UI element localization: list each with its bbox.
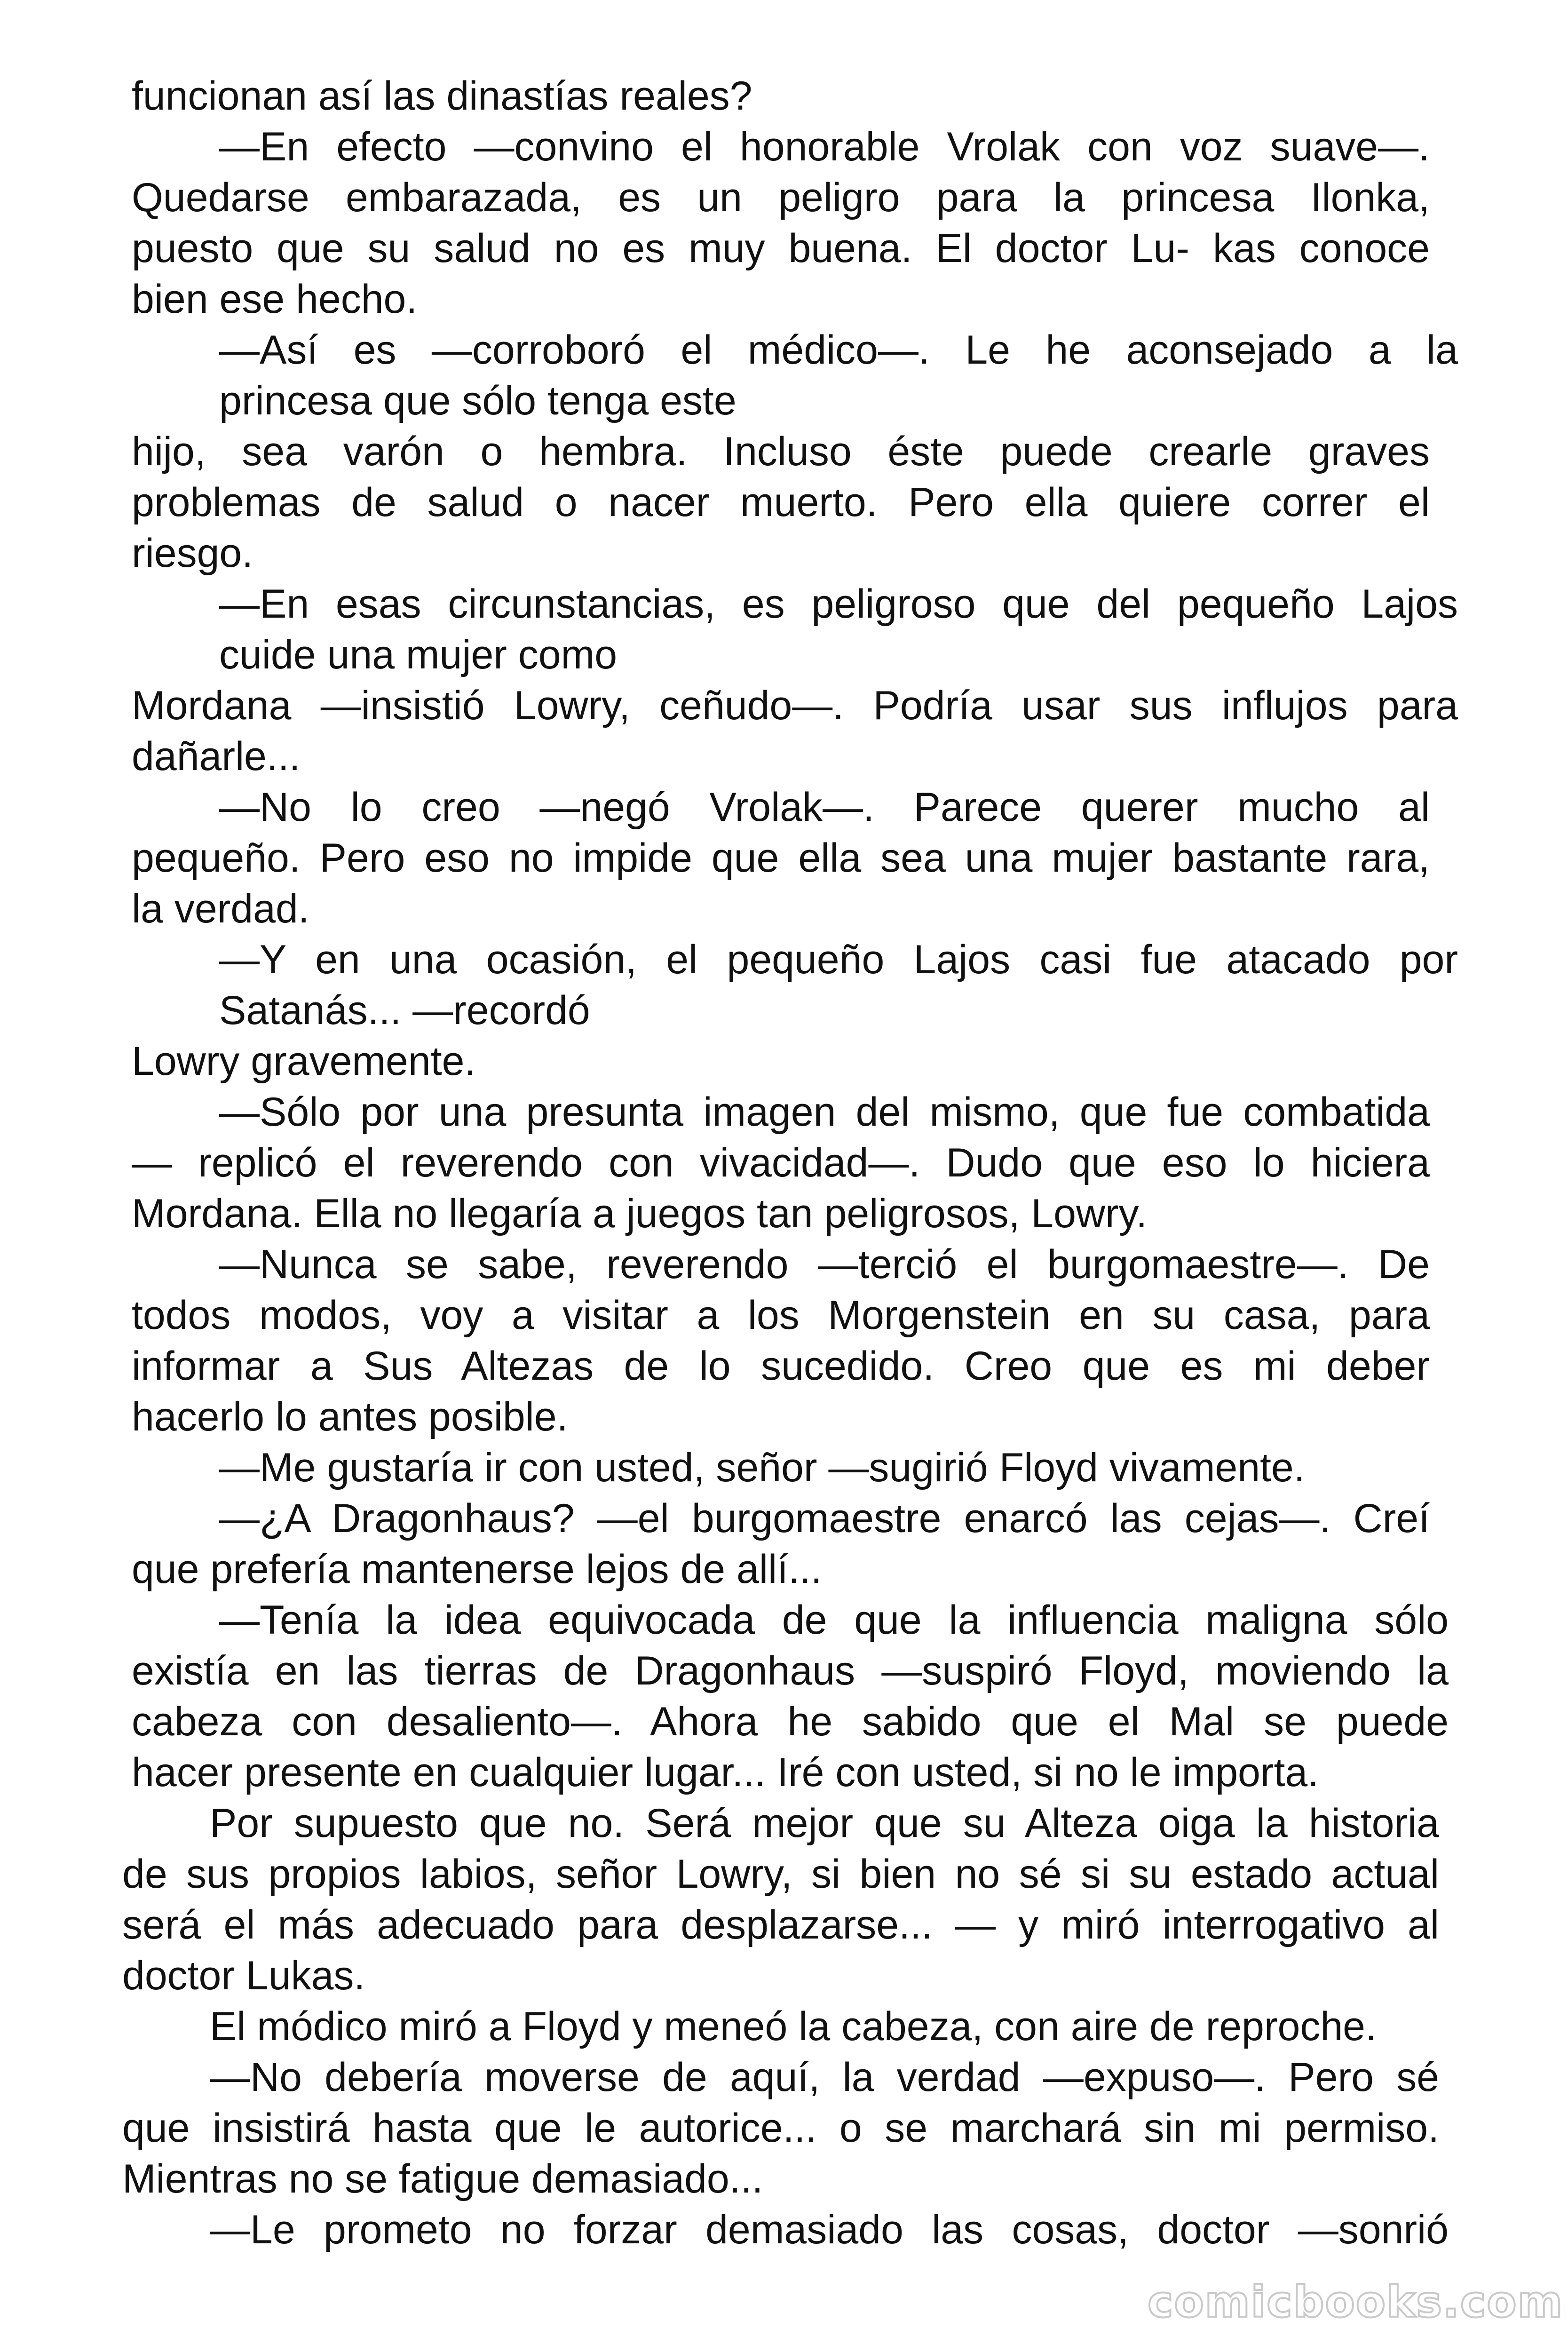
text-line: que prefería mantenerse lejos de allí... bbox=[132, 1547, 822, 1592]
document-page bbox=[122, 71, 1458, 2255]
text-line: existía en las tierras de Dragonhaus —suspiró Floyd, moviendo la bbox=[132, 1648, 1449, 1693]
text-line: hacer presente en cualquier lugar... Iré con usted, si no le importa. bbox=[132, 1750, 1319, 1795]
text-line: hacerlo lo antes posible. bbox=[132, 1394, 568, 1439]
text-line: —Sólo por una presunta imagen del mismo, que fue combatida bbox=[219, 1089, 1430, 1135]
text-line: doctor Lukas. bbox=[122, 1953, 365, 1998]
text-line: —En efecto —convino el honorable Vrolak con voz suave—. bbox=[219, 124, 1430, 169]
text-line: —¿A Dragonhaus? —el burgomaestre enarcó las cejas—. Creí bbox=[219, 1496, 1430, 1541]
text-line: —No debería moverse de aquí, la verdad —expuso—. Pero sé bbox=[210, 2055, 1439, 2100]
text-line: —Y en una ocasión, el pequeño Lajos casi fue atacado por bbox=[219, 937, 1458, 982]
text-line: cuide una mujer como bbox=[219, 632, 618, 677]
text-line: de sus propios labios, señor Lowry, si bien no sé si su estado actual bbox=[122, 1851, 1439, 1897]
text-line: princesa que sólo tenga este bbox=[219, 378, 736, 423]
text-line: Mordana. Ella no llegaría a juegos tan peligrosos, Lowry. bbox=[132, 1191, 1148, 1236]
text-line: —Tenía la idea equivocada de que la influencia maligna sólo bbox=[219, 1597, 1449, 1643]
text-line: que insistirá hasta que le autorice... o se marchará sin mi permiso. bbox=[122, 2106, 1439, 2151]
text-line: hijo, sea varón o hembra. Incluso éste puede crearle graves bbox=[132, 429, 1430, 474]
text-line: —No lo creo —negó Vrolak—. Parece querer mucho al bbox=[219, 785, 1430, 830]
text-line: informar a Sus Altezas de lo sucedido. Creo que es mi deber bbox=[132, 1343, 1430, 1389]
text-line: pequeño. Pero eso no impide que ella sea una mujer bastante rara, bbox=[132, 835, 1430, 881]
text-line: —Le prometo no forzar demasiado las cosas, doctor —sonrió bbox=[210, 2207, 1449, 2252]
text-line: Lowry gravemente. bbox=[132, 1039, 476, 1084]
text-line: bien ese hecho. bbox=[132, 277, 418, 322]
text-line: puesto que su salud no es muy buena. El doctor Lu- kas conoce bbox=[132, 226, 1430, 271]
text-line: riesgo. bbox=[132, 531, 253, 576]
text-line: El módico miró a Floyd y meneó la cabeza, con aire de reproche. bbox=[210, 2004, 1377, 2049]
text-line: Mientras no se fatigue demasiado... bbox=[122, 2156, 763, 2201]
text-line: todos modos, voy a visitar a los Morgenstein en su casa, para bbox=[132, 1293, 1430, 1338]
text-line: dañarle... bbox=[132, 734, 301, 779]
text-line: cabeza con desaliento—. Ahora he sabido que el Mal se puede bbox=[132, 1699, 1449, 1744]
text-line: Satanás... —recordó bbox=[219, 988, 590, 1033]
text-line: —Nunca se sabe, reverendo —terció el burgomaestre—. De bbox=[219, 1242, 1430, 1287]
text-line: —En esas circunstancias, es peligroso que del pequeño Lajos bbox=[219, 581, 1458, 627]
text-line: la verdad. bbox=[132, 886, 309, 931]
text-line: funcionan así las dinastías reales? bbox=[132, 73, 752, 119]
text-line: Por supuesto que no. Será mejor que su Alteza oiga la historia bbox=[210, 1801, 1439, 1846]
text-line: Quedarse embarazada, es un peligro para la princesa Ilonka, bbox=[132, 175, 1430, 220]
text-line: —Así es —corroboró el médico—. Le he aconsejado a la bbox=[219, 327, 1458, 373]
text-line: Mordana —insistió Lowry, ceñudo—. Podría usar sus influjos para bbox=[132, 683, 1458, 728]
text-line: será el más adecuado para desplazarse... — y miró interrogativo al bbox=[122, 1902, 1439, 1947]
text-line: problemas de salud o nacer muerto. Pero ella quiere correr el bbox=[132, 480, 1430, 525]
text-line: —Me gustaría ir con usted, señor —sugirió Floyd vivamente. bbox=[219, 1445, 1305, 1490]
watermark-logo: comicbooks.com bbox=[1148, 2277, 1564, 2327]
text-line: — replicó el reverendo con vivacidad—. Dudo que eso lo hiciera bbox=[132, 1140, 1430, 1185]
